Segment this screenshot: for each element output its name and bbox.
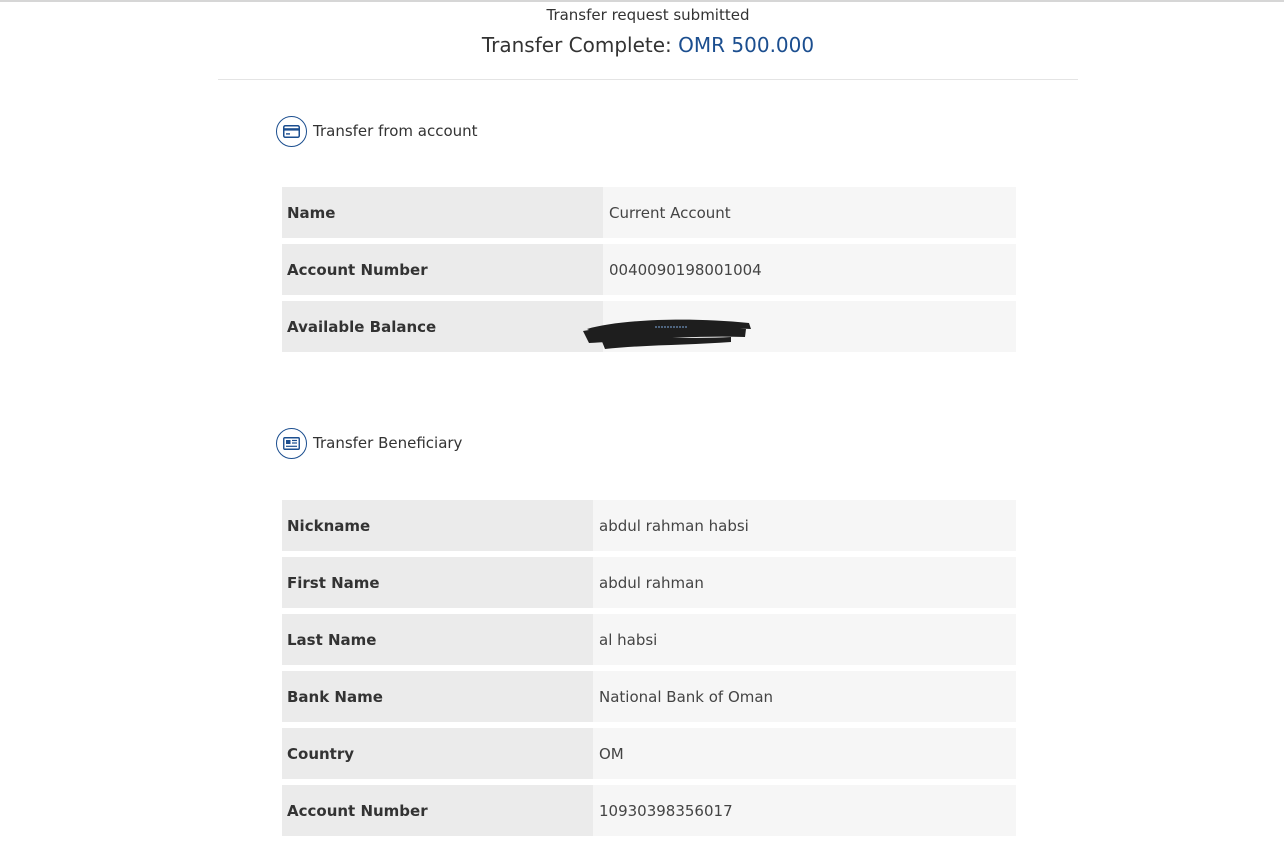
table-row [282,244,1016,295]
row-label: Nickname [282,500,593,551]
row-value: Current Account [603,187,1016,238]
row-label: First Name [282,557,593,608]
row-value: National Bank of Oman [593,671,1016,722]
credit-card-icon [276,116,307,147]
transfer-summary-header [218,2,1078,80]
title-prefix: Transfer Complete: [481,33,672,57]
id-card-icon [276,428,307,459]
row-value: OM [593,728,1016,779]
section-heading-beneficiary [276,426,462,460]
table-row [282,671,1016,722]
table-row [282,500,1016,551]
row-label: Available Balance [282,301,603,352]
row-label: Bank Name [282,671,593,722]
row-value: al habsi [593,614,1016,665]
table-row [282,728,1016,779]
row-value: 10930398356017 [593,785,1016,836]
table-row [282,557,1016,608]
table-row [282,301,1016,352]
section-heading-from-account [276,114,478,148]
row-label: Account Number [282,785,593,836]
status-message: Transfer request submitted [546,6,750,24]
row-label: Name [282,187,603,238]
beneficiary-details-table [282,500,1016,842]
row-value [603,301,1016,352]
redaction-scribble [581,315,756,351]
row-value: 0040090198001004 [603,244,1016,295]
section-title: Transfer from account [313,122,478,140]
row-label: Country [282,728,593,779]
from-account-details-table [282,187,1016,358]
table-row [282,614,1016,665]
table-row [282,187,1016,238]
table-row [282,785,1016,836]
row-label: Account Number [282,244,603,295]
row-value: abdul rahman [593,557,1016,608]
section-title: Transfer Beneficiary [313,434,463,452]
row-value: abdul rahman habsi [593,500,1016,551]
page-title [218,32,1078,58]
transfer-amount: OMR 500.000 [678,33,815,57]
row-label: Last Name [282,614,593,665]
